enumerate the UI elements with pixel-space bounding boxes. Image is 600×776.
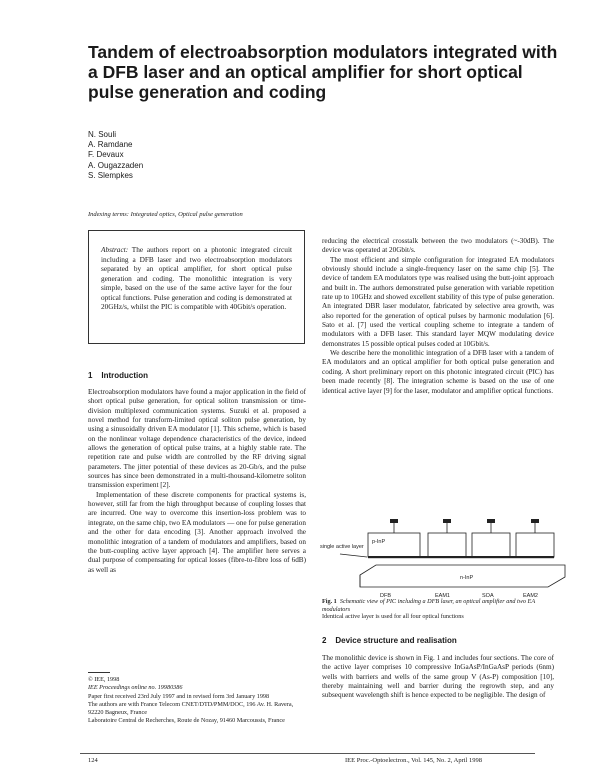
section-title: Device structure and realisation	[335, 636, 457, 645]
paragraph: Implementation of these discrete components for practical systems is, however, still far from the high throughput because of coupling losses that are incurred. One way to overcome this insertion-loss problem was to integrate, on the same chip, two EA modulators — one for pulse generation and the other for data encoding [3]. Another approach involved the monolithic integration of a tandem of modulators and amplifiers, based on the butt-coupling active layer approach [4]. The amplifier here serves a dual purpose of compensating for optical losses (fibre-to-fibre loss of 6dB) as well as	[88, 490, 306, 574]
paragraph: Electroabsorption modulators have found a major application in the field of short optical pulse generation, for optical soliton transmission or time-division multiplexed communication systems. Suzuki et al. proposed a novel method for transform-limited optical soliton pulse generation, by using a sinusoidally driven EA modulator [1]. This scheme, which is based on the nonlinear voltage dependence characteristics of the device, indeed allows the generation of optical pulse trains, at a highly stable rate. The repetition rate and pulse width are controlled by the RF driving signal parameters. The jitter potential of these devices as 20-Gb/s, and the pulse sources has since been demonstrated in a multi-thousand-kilometre soliton transmission experiment [2].	[88, 388, 306, 490]
footnote-rule	[88, 672, 110, 673]
affiliation: The authors are with France Telecom CNET/DTD/PMM/DOC, 196 Av. H. Ravera, 92220 Bagneux, France	[88, 700, 294, 717]
caption-label: Fig. 1	[322, 598, 337, 605]
abstract-box	[88, 230, 305, 344]
journal-reference: IEE Proc.-Optoelectron., Vol. 145, No. 2, April 1998	[345, 757, 482, 764]
indexing-terms: Indexing terms: Integrated optics, Optical pulse generation	[88, 211, 243, 218]
intro-text	[88, 388, 306, 575]
section-number: 2	[322, 636, 327, 645]
soa-label: SOA	[482, 593, 494, 599]
soa-section	[472, 533, 510, 557]
page-rule	[80, 753, 535, 754]
paragraph: The monolithic device is shown in Fig. 1 and includes four sections. The core of the active layer comprises 10 compressive InGaAsP/InGaAsP periods (6nm) wells with barriers and wells of the same group V (As-P) composition [10], thereby maintaining well and barrier during the regrowth step, and any subsequent wavelength shift is hence expected to be negligible. The design of	[322, 654, 554, 700]
active-layer	[368, 556, 554, 558]
proceedings-number: IEE Proceedings online no. 19980386	[88, 684, 183, 692]
section-2-heading	[322, 636, 457, 645]
copyright: © IEE, 1998	[88, 676, 120, 683]
paragraph: The most efficient and simple configuration for integrated EA modulators obviously should include a single-frequency laser on the same chip [5]. The device of tandem EA modulators type was realised using the butt-joint approach and built in. The authors demonstrated pulse generation with variable repetition rate up to 10GHz and showed excellent stability of this type of pulse generation. An integrated DBR laser modulator, fabricated by selective area growth, was also reported for the generation of optical pulses by harmonic modulation [6]. Sato et al. [7] used the vertical coupling scheme to integrate a tandem of modulators with a DFB laser. This standard layer MQW modulating device demonstrates 15 possible optical pulses coded at 10Gbit/s.	[322, 255, 554, 348]
eam2-label: EAM2	[523, 593, 538, 599]
author: N. Souli	[88, 130, 117, 139]
author: S. Slempkes	[88, 170, 133, 180]
section-title: Introduction	[101, 371, 148, 380]
electrode-pad	[531, 519, 539, 523]
author: A. Ramdane	[88, 140, 133, 150]
author: F. Devaux	[88, 150, 124, 160]
section-2-text	[322, 654, 554, 701]
electrode-pad	[390, 519, 398, 523]
section-number: 1	[88, 371, 93, 380]
electrode-pad	[443, 519, 451, 523]
active-layer-pointer	[340, 554, 367, 557]
author-list	[88, 130, 143, 181]
abstract-label: Abstract:	[101, 245, 129, 254]
eam2-section	[516, 533, 554, 557]
paragraph: We describe here the monolithic integration of a DFB laser with a tandem of EA modulators and an optical amplifier for both optical pulse generation and coding. A short preliminary report on this photonic integrated circuit (PIC) has been made recently [8]. The integration scheme is based on the use of one identical active layer [9] for the laser, modulator and amplifier optical functions.	[322, 349, 554, 395]
caption-note: Identical active layer is used for all four optical functions	[322, 613, 464, 621]
affiliation: Laboratoire Central de Recherches, Route de Nozay, 91460 Marcoussis, France	[88, 717, 285, 725]
n-inp-label: n-InP	[460, 575, 474, 581]
caption-text: Schematic view of PIC including a DFB laser, an optical amplifier and two EA modulators	[322, 598, 535, 613]
paper-received: Paper first received 23rd July 1997 and in revised form 3rd January 1998	[88, 692, 270, 700]
electrode-pad	[487, 519, 495, 523]
section-1-heading	[88, 371, 148, 380]
right-column-text	[322, 237, 554, 396]
dfb-label: DFB	[380, 593, 391, 599]
abstract-text: The authors report on a photonic integrated circuit including a DFB laser and two electroabsorption modulators separated by an optical amplifier, for short optical pulse generation and coding. The monolithic integration is very simple, based on the use of the same active layer for the four optical functions. Pulse generation and coding is demonstrated at 20GHz/s, whilst the PIC is compatible with 40Gbit/s operation.	[101, 245, 292, 311]
device-schematic-figure	[320, 517, 570, 602]
footnote	[88, 676, 308, 726]
dfb-section	[368, 533, 420, 557]
paper-title: Tandem of electroabsorption modulators integrated with a DFB laser and an optical amplifier for short optical pulse generation and coding	[88, 42, 558, 102]
eam1-section	[428, 533, 466, 557]
figure-caption	[322, 598, 554, 621]
author: A. Ougazzaden	[88, 160, 144, 170]
p-inp-label: p-InP	[372, 539, 386, 545]
paragraph: reducing the electrical crosstalk between the two modulators (~-30dB). The device was operated at 20Gbit/s.	[322, 237, 554, 255]
page-number: 124	[88, 757, 98, 764]
eam1-label: EAM1	[435, 593, 450, 599]
active-layer-label: single active layer	[320, 544, 364, 550]
